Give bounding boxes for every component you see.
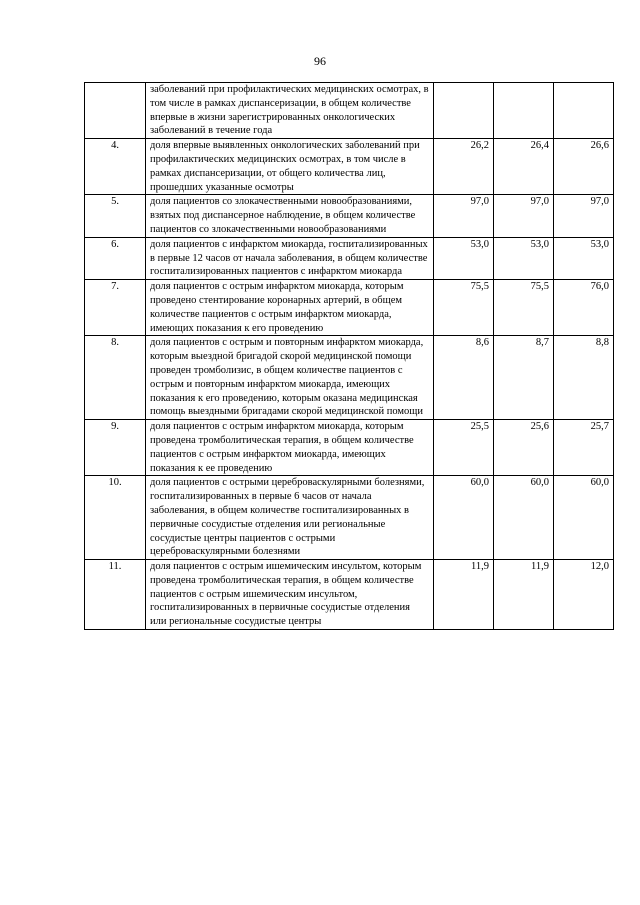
value-col-1 — [434, 83, 494, 139]
value-col-3: 25,7 — [554, 420, 614, 476]
table-row — [85, 195, 614, 237]
value-col-3: 12,0 — [554, 560, 614, 630]
row-description: доля пациентов с острым и повторным инфарктом миокарда, которым выездной бригадой скорой медицинской помощи проведен тромболизис, в общем количестве пациентов с острым и повторным инфарктом миокарда, имеющих показания к его проведению, которым оказана медицинская помощь выездными бригадами скорой медицинской помощи — [146, 336, 434, 420]
table-row — [85, 280, 614, 336]
row-number: 8. — [85, 336, 146, 420]
value-col-1: 8,6 — [434, 336, 494, 420]
value-col-1: 60,0 — [434, 476, 494, 560]
row-description: доля пациентов с инфарктом миокарда, госпитализированных в первые 12 часов от начала заболевания, в общем количестве госпитализированных пациентов с инфарктом миокарда — [146, 237, 434, 279]
row-number: 5. — [85, 195, 146, 237]
value-col-2: 60,0 — [494, 476, 554, 560]
row-number: 4. — [85, 139, 146, 195]
value-col-3: 76,0 — [554, 280, 614, 336]
page-number: 96 — [314, 54, 326, 68]
table-row — [85, 237, 614, 279]
value-col-1: 26,2 — [434, 139, 494, 195]
value-col-3: 53,0 — [554, 237, 614, 279]
value-col-1: 75,5 — [434, 280, 494, 336]
row-description: доля пациентов с острым инфарктом миокарда, которым проведена тромболитическая терапия, в общем количестве пациентов с острым инфарктом миокарда, имеющих показания к ее проведению — [146, 420, 434, 476]
value-col-2: 8,7 — [494, 336, 554, 420]
row-description: заболеваний при профилактических медицинских осмотрах, в том числе в рамках диспансеризации, в общем количестве впервые в жизни зарегистрированных онкологических заболеваний в течение года — [146, 83, 434, 139]
row-description: доля пациентов со злокачественными новообразованиями, взятых под диспансерное наблюдение, в общем количестве пациентов со злокачественными новообразованиями — [146, 195, 434, 237]
row-number: 10. — [85, 476, 146, 560]
row-description: доля пациентов с острыми цереброваскулярными болезнями, госпитализированных в первые 6 часов от начала заболевания, в общем количестве госпитализированных в первичные сосудистые отделения или региональные сосудистые центры пациентов с острыми цереброваскулярными болезнями — [146, 476, 434, 560]
value-col-1: 25,5 — [434, 420, 494, 476]
table-row — [85, 139, 614, 195]
value-col-2: 25,6 — [494, 420, 554, 476]
value-col-3 — [554, 83, 614, 139]
row-number: 6. — [85, 237, 146, 279]
value-col-2: 75,5 — [494, 280, 554, 336]
value-col-1: 97,0 — [434, 195, 494, 237]
value-col-2 — [494, 83, 554, 139]
table-row — [85, 560, 614, 630]
value-col-3: 60,0 — [554, 476, 614, 560]
row-description: доля впервые выявленных онкологических заболеваний при профилактических медицинских осмотрах, в том числе в рамках диспансеризации, от общего количества лиц, прошедших указанные осмотры — [146, 139, 434, 195]
value-col-3: 97,0 — [554, 195, 614, 237]
value-col-2: 53,0 — [494, 237, 554, 279]
row-number — [85, 83, 146, 139]
row-description: доля пациентов с острым инфарктом миокарда, которым проведено стентирование коронарных артерий, в общем количестве пациентов с острым инфарктом миокарда, имеющих показания к его проведению — [146, 280, 434, 336]
table-row — [85, 336, 614, 420]
table-row — [85, 476, 614, 560]
row-number: 9. — [85, 420, 146, 476]
row-number: 11. — [85, 560, 146, 630]
table-row — [85, 420, 614, 476]
value-col-1: 11,9 — [434, 560, 494, 630]
value-col-1: 53,0 — [434, 237, 494, 279]
value-col-2: 97,0 — [494, 195, 554, 237]
row-number: 7. — [85, 280, 146, 336]
value-col-3: 8,8 — [554, 336, 614, 420]
value-col-2: 26,4 — [494, 139, 554, 195]
table-row — [85, 83, 614, 139]
value-col-2: 11,9 — [494, 560, 554, 630]
row-description: доля пациентов с острым ишемическим инсультом, которым проведена тромболитическая терапия, в общем количестве пациентов с острым ишемическим инсультом, госпитализированных в первичные сосудистые отделения или региональные сосудистые центры — [146, 560, 434, 630]
indicators-table — [84, 82, 614, 630]
value-col-3: 26,6 — [554, 139, 614, 195]
